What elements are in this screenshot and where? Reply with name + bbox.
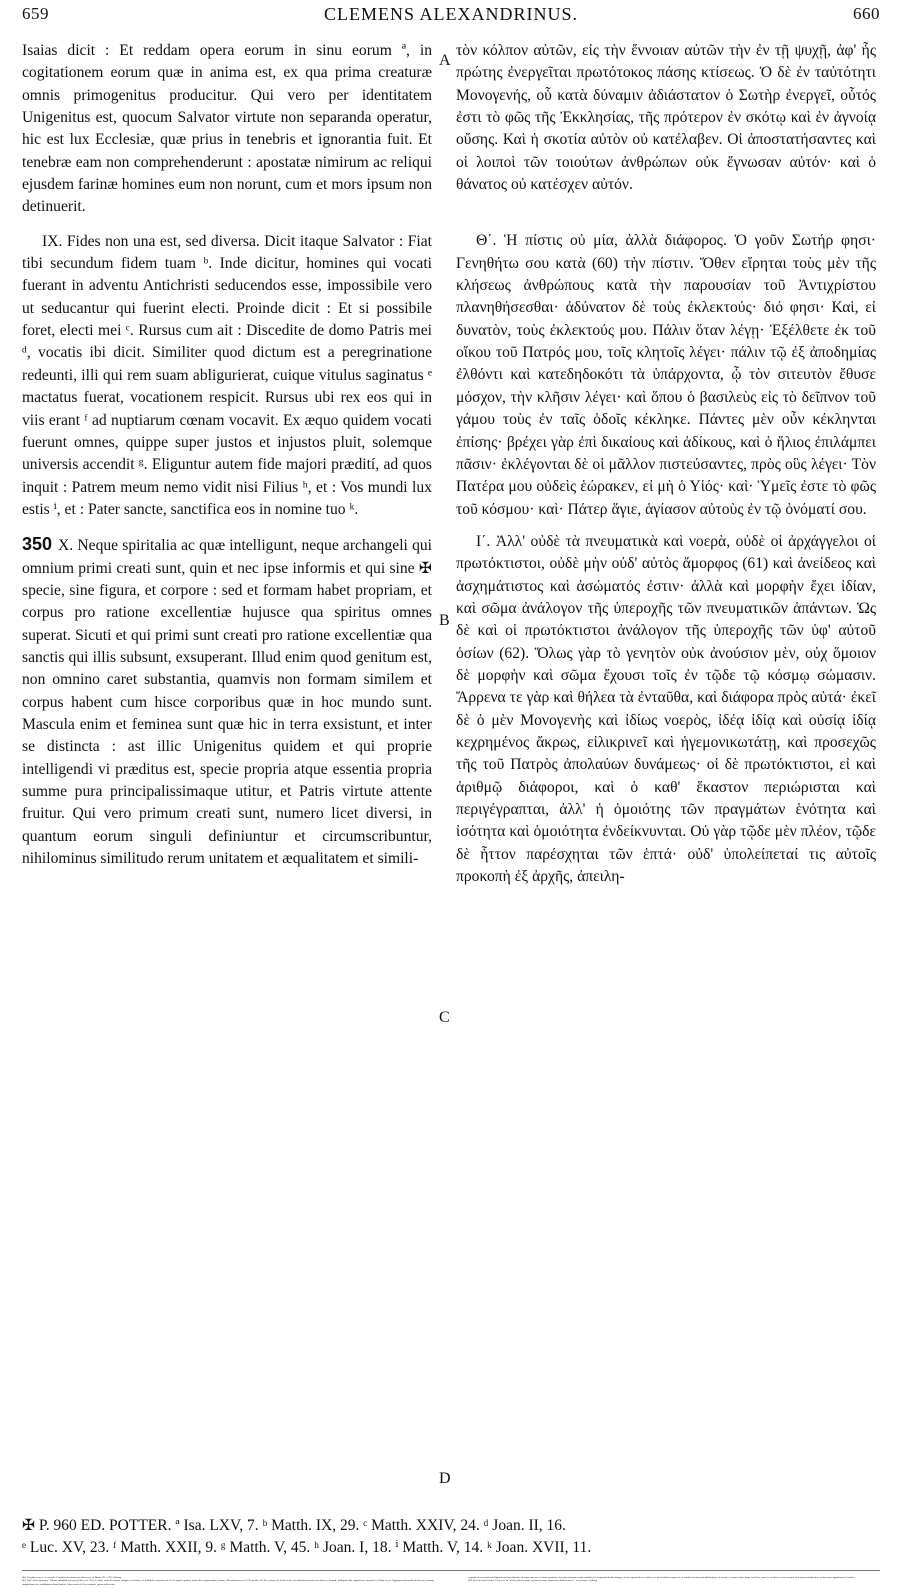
greek-paragraph-iota: Ι΄. Ἀλλ' οὐδὲ τὰ πνευματικὰ καὶ νοερὰ, οὐδὲ οἱ ἀρχάγγελοι οἱ πρωτόκτιστοι, οὐδὲ μὴν οὐδ' αὐτὸς ἄμορφος (61) καὶ ἀνείδεος καὶ ἀσχημάτιστος καὶ ἀσώματός ἐστιν· ἀλλὰ καὶ μορφὴν ἔχει ἰδίαν, καὶ σῶμα ἀνάλογον τῆς ὑπεροχῆς τῶν πνευματικῶν ἁπάντων. Ὡς δὲ καὶ οἱ πρωτόκτιστοι ἀνάλογον τῆς ὑπεροχῆς τῶν ὑφ' αὐτοῦ ὁσίων (62). Ὅλως γὰρ τὸ γενητὸν οὐκ ἀνούσιον μὲν, οὐχ ὅμοιον δὲ μορφὴν καὶ σῶμα ἔχουσι τοῖς ἐν τῷδε τῷ κόσμῳ σώμασιν. Ἄρρενα τε γὰρ καὶ θήλεα τὰ ἐνταῦθα, καὶ διάφορα πρὸς αὐτά· ἐκεῖ δὲ ὁ μὲν Μονογενὴς καὶ ἰδίως νοερὸς, ἰδέᾳ ἰδίᾳ καὶ οὐσίᾳ ἰδίᾳ κεχρημένος ἄκρως, εἰλικρινεῖ καὶ ἡγεμονικωτάτῃ, καὶ προσεχῶς τῆς τοῦ Πατρὸς ἀπολαύων δυνάμεως· οἱ δὲ πρωτόκτιστοι, εἰ καὶ ἀριθμῷ διάφοροι, καὶ ὁ καθ' ἕκαστον περιώρισται καὶ περιγέγραπται, ἀλλ' ἡ ὁμοιότης τῶν πραγμάτων ἑνότητα καὶ ἰσότητα καὶ ὁμοιότητα ἐνδείκνυνται. Οὐ γὰρ τῷδε μὲν πλέον, τῷδε δὲ ἧττον παρέσχηται τῶν ἑπτά· οὐδ' ὑπολείπεταί τις αὐτοῖς προκοπὴ ἐξ ἀρχῆς, ἀπειλη- [456,532,876,886]
page-number-left: 659 [22,4,49,23]
footnote-divider [22,1570,880,1571]
latin-paragraph-ix: IX. Fides non una est, sed diversa. Dicit itaque Salvator : Fiat tibi secundum fidem tuam ᵇ. Inde dicitur, homines qui vocati fuerant in adventu Antichristi seducendos esse, impossibile vero ut seducantur qui fuerint electi. Proinde dicit : Et si possibile foret, electi mei ᶜ. Rursus cum ait : Discedite de domo Patris mei ᵈ, vocatis ibi dicit. Similiter quod dictum est a peregrinatione redeunti, illi qui rem suam abligurierat, cuique vitulus saginatus ᵉ mactatus fuerat, vocationem respicit. Rursus ubi rex eos qui in viis erant ᶠ ad nuptiarum cœnam vocavit. Ex æquo quidem vocati fuerunt omnes, quippe super justos et injustos pluit, solemque universis accendit ᵍ. Eliguntur autem fide majori prædití, ad quos inquit : Patrem meum nemo vidit nisi Filius ʰ, et : Vos mundi lux estis ⁱ, et : Pater sancte, sanctifica eos in nomine tuo ᵏ. [22,232,432,518]
page-title: CLEMENS ALEXANDRINUS. [323,4,578,24]
references-line-1: ✠ P. 960 ED. POTTER. ª Isa. LXV, 7. ᵇ Matth. IX, 29. ᶜ Matth. XXIV, 24. ᵈ Joan. II, 16. [22,1517,566,1534]
greek-column [456,40,876,888]
note-61-continued: corporis, ac ne mentis intelligentia nisi ipso donante ad seque trahente ac lumen præbente, tuncque etiam pro nostro modulo nec comprehendendo attingere liceat : quomodo nec videns nec quod videtur corpus est ex insulsa Gnosticorum philosophia, τὸ νοερὸν et νοητὸν idque longe excellens, quæ sic vocibus ex visu acceptis, ut sensuum nobilissimo, nostro more significamus. Combef. [468,1576,856,1579]
references-line-2: ᵉ Luc. XV, 23. ᶠ Matth. XXII, 9. ᵍ Matth. V, 45. ʰ Joan. I, 18. ⁱ Matth. V, 14. ᵏ Joan. XVII, 11. [22,1539,592,1556]
latin-paragraph-1: Isaias dicit : Et reddam opera eorum in sinu eorum ª, in cogitationem eorum quæ in anima est, ex qua prima creaturæ omnis primogenitus producitur. Qui vero per identitatem Unigenitus est, quocum Salvator virtute non separanda operatur, hic est lux Ecclesiæ, quæ prius in tenebris et ignorantia fuit. Et tenebræ eam non comprehenderunt : apostatæ nimirum ac reliqui ejusdem farinæ homines eum non norunt, cum et mors ipsum non detinuerit. [22,42,432,216]
running-header [22,4,880,34]
page-number-right: 660 [853,4,880,23]
note-60: (60) Γενηθήτω σου κ. A. mavult : Γενηθήτω σοι κατὰ τὴν πίστιν σου, ut Matth. IX, et XV. Sylburg. [22,1576,122,1579]
latin-paragraph-x-text: X. Neque spiritalia ac quæ intelligunt, neque archangeli qui omnium primi creati sunt, quin et nec ipse informis et qui sine ✠ specie, sine figura, et corpore : sed et formam habet propriam, et corpus pro ratione excellentiæ hujusce qua spiritus omnes superat. Sicuti et qui primi sunt creati pro ratione excellentiæ qua sanctis qui illis subsunt, exsuperant. Illud enim quod genitum est, non omnino caret substantia, quamvis non formam similem et corpus habent cum hisce corporibus quæ in hoc mundo sunt. Mascula enim et feminea sunt quæ hic in terra exsistunt, et inter se distincta : ast illic Unigenitus quidem et qui proprie intelligendi vi præditus est, specie propria atque essentia propria summe pura principalissimaque utitur, et Patris virtute attente fruitur. Qui vero primum creati sunt, numero licet diversi, in quantum eorum singuli definiuntur et circumscribuntur, nihilominus similitudo rerum unitatem et æqualitatem et simili- [22,537,432,868]
margin-letter-b: B [439,612,450,629]
note-62: (62) Τῶν ὑφ' αὐτοῦ ὁσίων. Forte τῶν ὑπ' αὐτοὺς ὁσίων eorum, qui sub eis sunt, sanctorum. Ibidem mox A., τὸ γεννητόν. Sylburg. [468,1579,598,1583]
scripture-references [22,1515,880,1559]
greek-paragraph-theta: Θ΄. Ἡ πίστις οὐ μία, ἀλλὰ διάφορος. Ὁ γοῦν Σωτήρ φησι· Γενηθήτω σου κατὰ (60) τὴν πίστιν. Ὅθεν εἴρηται τοὺς μὲν τῆς κλήσεως ἀνθρώπους κατὰ τὴν παρουσίαν τοῦ Ἀντιχρίστου πλανηθήσεσθαι· ἀδύνατον δὲ τοὺς ἐκλεκτούς· διό φησι· Καὶ, εἰ δυνατὸν, τοὺς ἐκλεκτούς μου. Πάλιν ὅταν λέγῃ· Ἐξέλθετε ἐκ τοῦ οἴκου τοῦ Πατρός μου, τοῖς κλητοῖς λέγει· πάλιν τῷ ἐξ ἀποδημίας ἐλθόντι καὶ κατεδηδοκότι τὰ ὑπάρχοντα, ᾧ τὸν σιτευτὸν ἔθυσε μόσχον, τὴν κλῆσιν λέγει· καὶ ὅπου ὁ βασιλεὺς εἰς τὸ δεῖπνον τοῦ γάμου τοὺς ἐν ταῖς ὁδοῖς κέκληκε. Πάντες μὲν οὖν κέκληνται ἐπίσης· βρέχει γὰρ ἐπὶ δικαίους καὶ ἀδίκους, καὶ ὁ ἥλιος ἐπιλάμπει πᾶσιν· ἐκλέγονται δὲ οἱ μᾶλλον πιστεύσαντες, πρὸς οὓς λέγει· Τὸν Πατέρα μου οὐδεὶς ἑώρακεν, εἰ μὴ ὁ Υἱός· καὶ· Ὑμεῖς ἐστε τὸ φῶς τοῦ κόσμου· καὶ· Πάτερ ἅγιε, ἁγίασον αὐτοὺς ἐν τῷ ὀνόματί σου. [456,232,876,518]
latin-column [22,40,432,870]
notes-left-column [22,1576,434,1586]
latin-paragraph-x [22,533,432,870]
migne-column-number: 350 [22,534,53,555]
margin-letter-d: D [439,1470,451,1487]
note-61: (61) Οὐδ' αὐτὸς ἄμορφος. Videtur subaudiri μονογενὴς Θεὸς vel Υἱός. Perinde enim illi corpus assignat et formam, ac quidquid corporum est. Et de angelis quidem haud aliter argumentatur Joannes Thessalonicensis in VII synodo. De Deo autem aut Verbo nemo est catholicorum qui non rideat ac despuat, quidquid olim simpliciores monachi in Nitria et per Ægyptum istiusmodi fæcibus per nimiam simplicitatem (ne stoliditatem dicam) potati. Altior nobis de Deo cogitatio, quem nullo sensu [22,1579,434,1586]
greek-paragraph-1: τὸν κόλπον αὐτῶν, εἰς τὴν ἔννοιαν αὐτῶν τὴν ἐν τῇ ψυχῇ, ἀφ' ἧς πρώτης ἐνεργεῖται πρωτότοκος πάσης κτίσεως. Ὁ δὲ ἐν ταὐτότητι Μονογενής, οὗ κατὰ δύναμιν ἀδιάστατον ὁ Σωτὴρ ἐνεργεῖ, οὗτός ἐστι τὸ φῶς τῆς Ἐκκλησίας, τῆς πρότερον ἐν σκότῳ καὶ ἐν ἀγνοίᾳ οὔσης. Καὶ ἡ σκοτία αὐτὸν οὐ κατέλαβεν. Οἱ ἀποστατήσαντες καὶ οἱ λοιποὶ τῶν τοιούτων ἀνθρώπων οὐκ ἔγνωσαν αὐτόν· καὶ ὁ θάνατος οὐ κατέσχεν αὐτόν. [456,42,876,194]
notes-right-column [468,1576,878,1583]
margin-letter-a: A [439,52,451,69]
margin-letter-c: C [439,1009,450,1026]
